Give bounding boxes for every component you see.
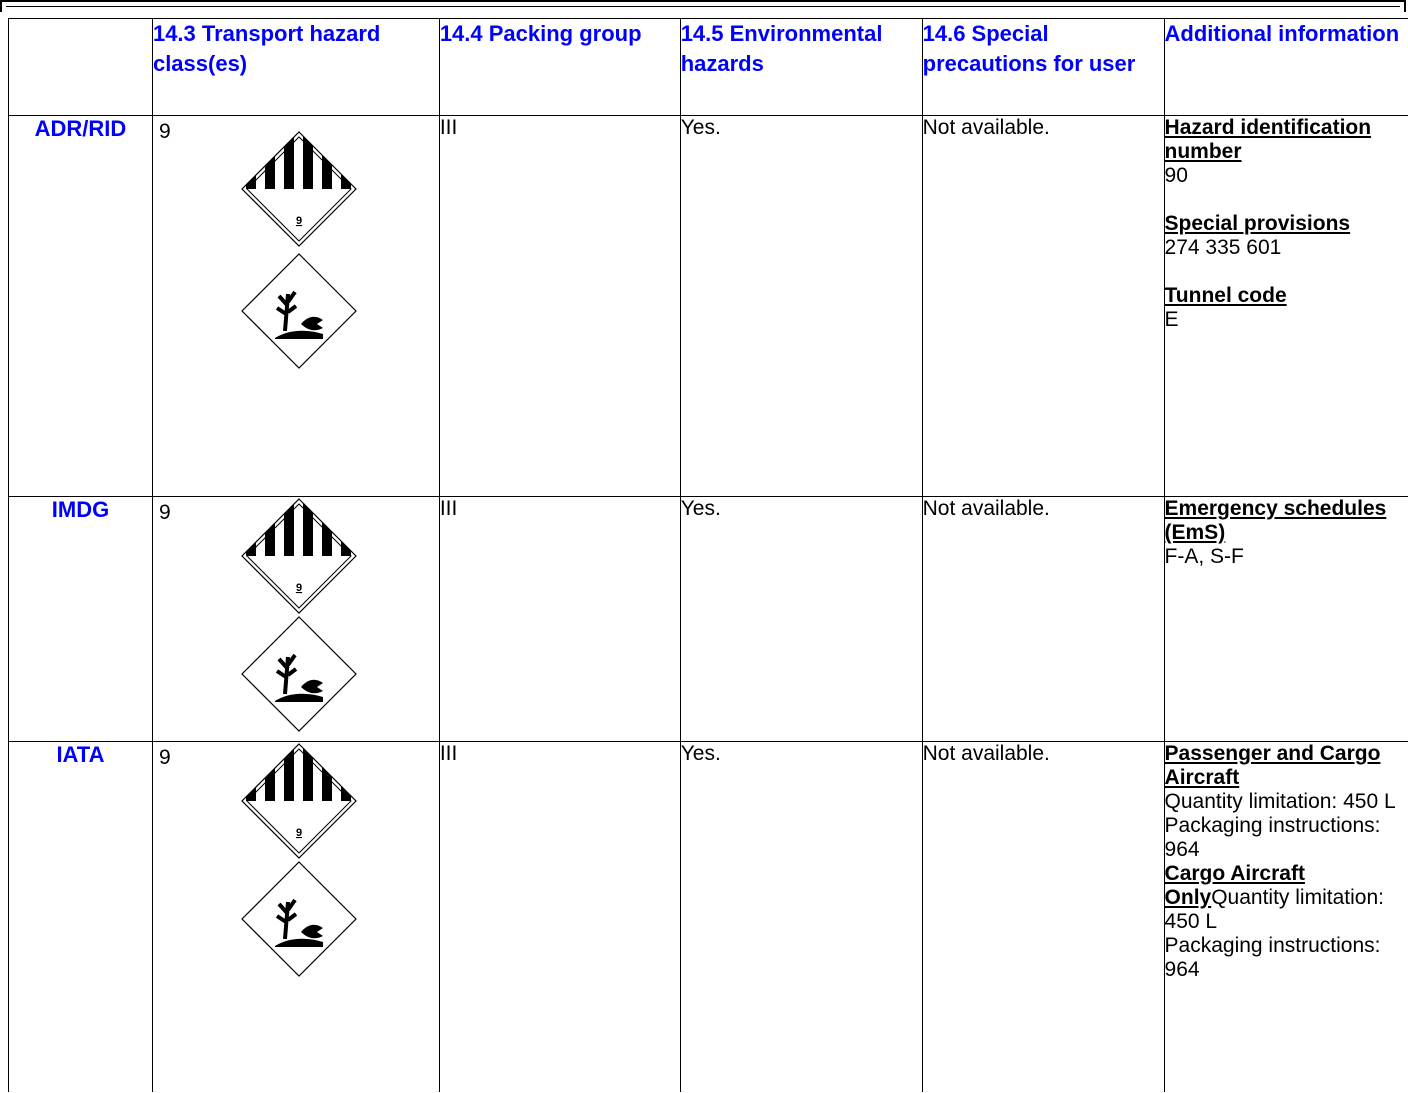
table-row-adr-rid [9, 116, 1408, 497]
hazard-class-value: 9 [158, 120, 171, 143]
header-transport-hazard-class: 14.3 Transport hazard class(es) [152, 19, 439, 116]
additional-information-cell [1164, 497, 1408, 742]
hazard-identification-heading: Hazard identification number [1164, 116, 1372, 163]
transport-table [8, 18, 1408, 1092]
tunnel-code-heading: Tunnel code [1164, 284, 1287, 307]
class-9-placard-icon [242, 742, 356, 858]
header-special-precautions: 14.6 Special precautions for user [922, 19, 1164, 116]
placard-number: 9 [295, 582, 303, 594]
header-packing-group: 14.4 Packing group [439, 19, 680, 116]
mode-adr-rid: ADR/RID [9, 116, 153, 497]
packing-group-cell: III [439, 116, 680, 497]
passenger-packaging-instructions: Packaging instructions: 964 [1164, 814, 1381, 861]
hazard-class-value: 9 [158, 746, 171, 769]
placards-iata [239, 742, 369, 987]
environmental-hazards-cell: Yes. [680, 116, 922, 497]
hazard-class-value: 9 [158, 501, 171, 524]
placards-imdg [239, 497, 369, 742]
special-precautions-cell: Not available. [922, 742, 1164, 1092]
hazard-class-cell [152, 742, 439, 1092]
environmental-hazards-cell: Yes. [680, 497, 922, 742]
class-9-placard-icon [242, 116, 356, 246]
emergency-schedules-value: F-A, S-F [1164, 545, 1244, 568]
table-row-imdg [9, 497, 1408, 742]
tunnel-code-value: E [1164, 308, 1179, 331]
additional-information-cell [1164, 742, 1408, 1092]
additional-information-cell [1164, 116, 1408, 497]
environmental-hazards-cell: Yes. [680, 742, 922, 1092]
hazard-class-cell [152, 497, 439, 742]
placards-adr-rid [239, 116, 369, 406]
header-row [9, 19, 1408, 116]
placard-number: 9 [295, 827, 303, 839]
special-provisions-heading: Special provisions [1164, 212, 1351, 235]
table-row-iata [9, 742, 1408, 1092]
corner-cell [9, 19, 153, 116]
packing-group-cell: III [439, 497, 680, 742]
special-precautions-cell: Not available. [922, 497, 1164, 742]
passenger-quantity-limitation: Quantity limitation: 450 L [1164, 790, 1396, 813]
environmental-hazard-icon [242, 254, 356, 368]
placard-number: 9 [295, 215, 303, 227]
emergency-schedules-heading: Emergency schedules (EmS) [1164, 497, 1387, 544]
class-9-placard-icon [242, 497, 356, 613]
special-provisions-value: 274 335 601 [1164, 236, 1282, 259]
hazard-class-cell [152, 116, 439, 497]
special-precautions-cell: Not available. [922, 116, 1164, 497]
cargo-quantity-limitation: Quantity limitation: 450 L [1164, 886, 1384, 933]
packing-group-cell: III [439, 742, 680, 1092]
page-frame [0, 0, 1406, 12]
passenger-cargo-heading: Passenger and Cargo Aircraft [1164, 742, 1381, 789]
environmental-hazard-icon [242, 617, 356, 731]
mode-imdg: IMDG [9, 497, 153, 742]
header-additional-information: Additional information [1164, 19, 1408, 116]
cargo-only-heading: Cargo Aircraft Only [1164, 862, 1305, 909]
mode-iata: IATA [9, 742, 153, 1092]
cargo-packaging-instructions: Packaging instructions: 964 [1164, 934, 1381, 981]
environmental-hazard-icon [242, 862, 356, 976]
hazard-identification-value: 90 [1164, 164, 1188, 187]
header-environmental-hazards: 14.5 Environmental hazards [680, 19, 922, 116]
